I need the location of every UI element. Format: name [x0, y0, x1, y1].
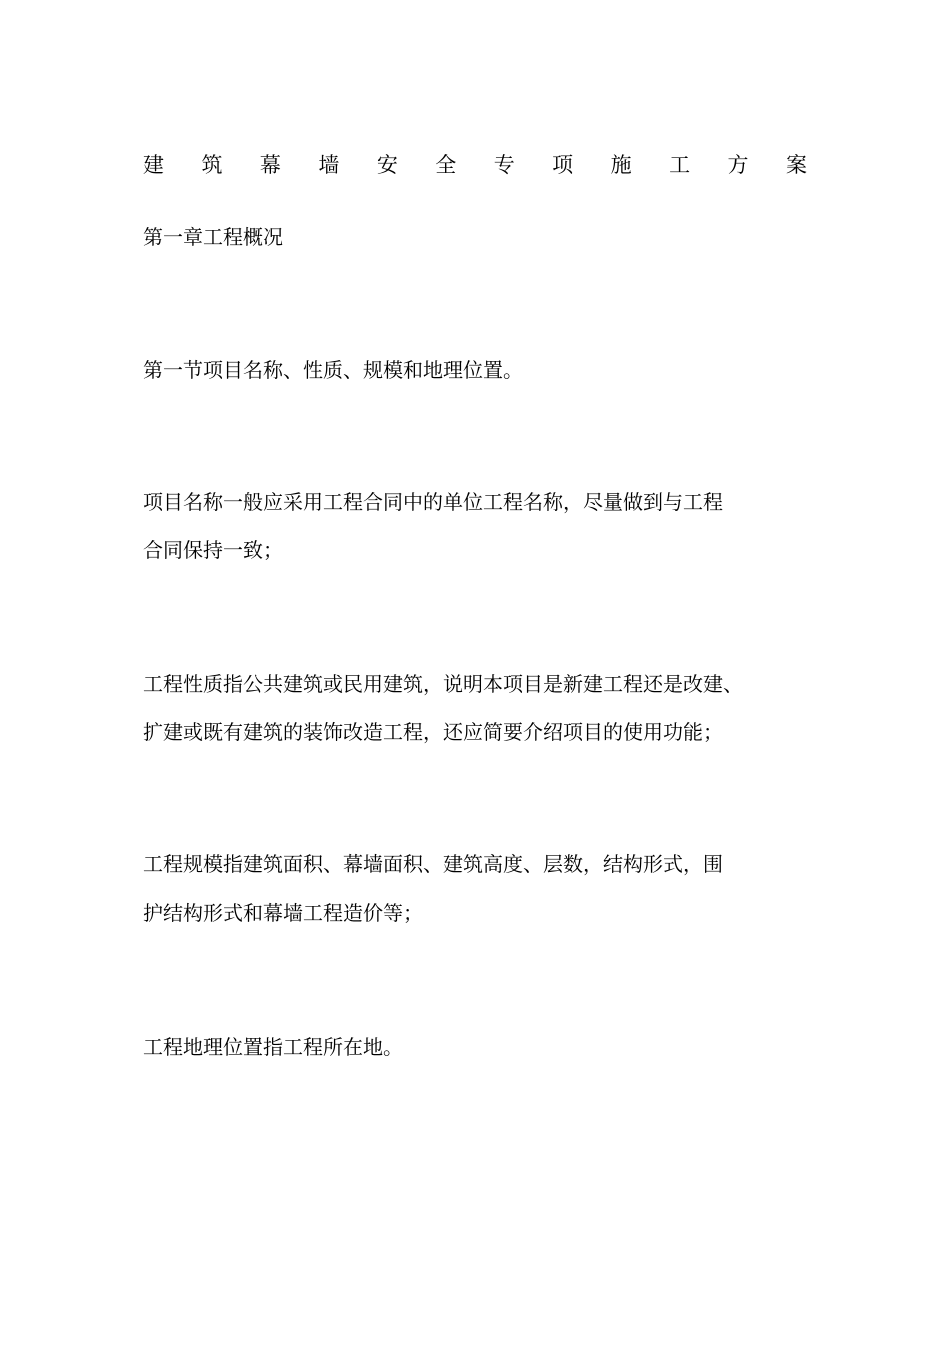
title-char: 施 — [610, 153, 632, 177]
paragraph-project-name-line-2: 合同保持一致； — [143, 538, 283, 562]
title-char: 工 — [669, 153, 691, 177]
paragraph-project-scale-line-2: 护结构形式和幕墙工程造价等； — [143, 901, 423, 925]
paragraph-project-scale-line-1: 工程规模指建筑面积、幕墙面积、建筑高度、层数，结构形式，围 — [143, 852, 723, 876]
paragraph-project-nature-line-2: 扩建或既有建筑的装饰改造工程，还应简要介绍项目的使用功能； — [143, 720, 723, 744]
title-char: 墙 — [318, 153, 340, 177]
section-heading: 第一节项目名称、性质、规模和地理位置。 — [143, 358, 523, 382]
document-title — [143, 150, 807, 180]
title-char: 建 — [143, 153, 164, 177]
paragraph-project-name-line-1: 项目名称一般应采用工程合同中的单位工程名称，尽量做到与工程 — [143, 490, 723, 514]
title-char: 筑 — [201, 153, 223, 177]
title-char: 方 — [727, 153, 749, 177]
title-char: 专 — [493, 153, 515, 177]
title-char: 安 — [376, 153, 398, 177]
title-char: 案 — [785, 153, 807, 177]
title-char: 幕 — [259, 153, 281, 177]
paragraph-project-nature-line-1: 工程性质指公共建筑或民用建筑，说明本项目是新建工程还是改建、 — [143, 672, 743, 696]
chapter-heading: 第一章工程概况 — [143, 225, 283, 249]
title-char: 全 — [435, 153, 457, 177]
title-char: 项 — [552, 153, 574, 177]
paragraph-project-location-line-1: 工程地理位置指工程所在地。 — [143, 1035, 403, 1059]
